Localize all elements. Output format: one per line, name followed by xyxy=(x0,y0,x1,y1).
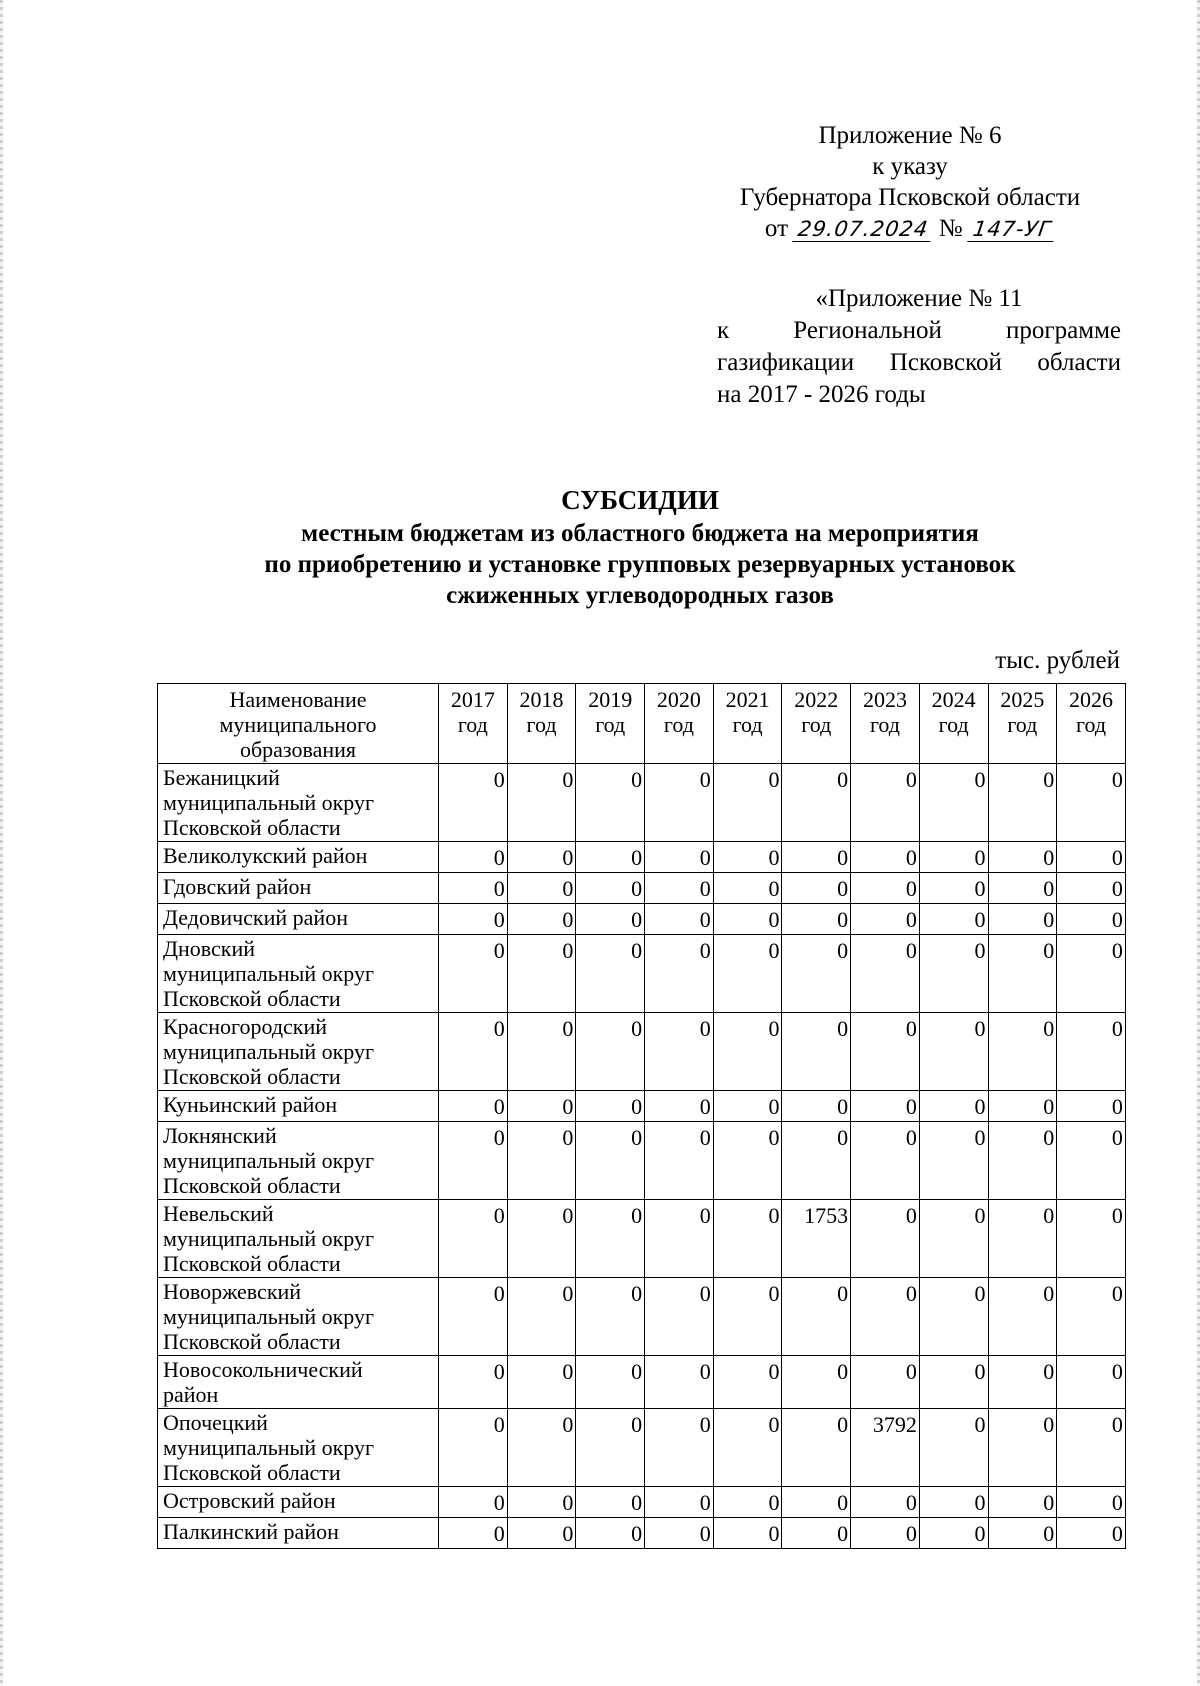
appendix-6-to-decree: к указу xyxy=(872,153,948,180)
municipality-name-line: Дедовичский район xyxy=(163,905,348,930)
scan-edge-left xyxy=(0,0,3,1686)
subsidy-value-cell: 0 xyxy=(439,904,508,935)
subsidy-value-cell: 0 xyxy=(988,1278,1057,1356)
subsidy-value-cell: 0 xyxy=(988,1013,1057,1091)
subsidy-value-cell: 0 xyxy=(782,873,851,904)
year-word: год xyxy=(457,712,488,737)
subsidy-value-cell: 0 xyxy=(782,1487,851,1518)
appendix-11-gasification: газификации Псковской области xyxy=(717,349,1121,376)
subsidy-value-cell: 0 xyxy=(851,935,920,1013)
municipality-name-line: Новосокольнический xyxy=(163,1357,363,1382)
table-row xyxy=(158,1200,1126,1278)
subsidy-value-cell: 0 xyxy=(919,1278,988,1356)
year-value: 2018 xyxy=(519,687,564,712)
subsidy-value-cell: 0 xyxy=(851,1122,920,1200)
municipality-header-line: Наименование xyxy=(229,687,367,712)
municipality-name-cell xyxy=(158,873,439,904)
subsidy-value-cell: 0 xyxy=(576,1278,645,1356)
municipality-name-line: муниципальный округ xyxy=(163,1148,375,1173)
table-row xyxy=(158,1409,1126,1487)
table-row xyxy=(158,1122,1126,1200)
subsidy-value-cell: 0 xyxy=(645,1409,714,1487)
year-column-header xyxy=(576,684,645,764)
subsidy-value-cell: 0 xyxy=(507,1518,576,1549)
subsidy-value-cell: 0 xyxy=(1057,1013,1126,1091)
municipality-name-line: Красногородский xyxy=(163,1014,328,1039)
subsidy-value-cell: 0 xyxy=(782,1409,851,1487)
subsidy-value-cell: 0 xyxy=(1057,1200,1126,1278)
subsidy-value-cell: 0 xyxy=(1057,904,1126,935)
appendix-6-governor: Губернатора Псковской области xyxy=(739,184,1081,211)
subsidy-value-cell: 0 xyxy=(1057,873,1126,904)
year-word: год xyxy=(1007,712,1038,737)
title-subtitle-1: местным бюджетам из областного бюджета на мероприятия xyxy=(301,520,979,547)
municipality-name-cell xyxy=(158,1122,439,1200)
subsidy-value-cell: 0 xyxy=(919,1518,988,1549)
municipality-name-line: Псковской области xyxy=(163,986,341,1011)
table-row xyxy=(158,935,1126,1013)
subsidy-value-cell: 0 xyxy=(782,1122,851,1200)
subsidy-value-cell: 0 xyxy=(988,1200,1057,1278)
year-column-header xyxy=(713,684,782,764)
subsidy-value-cell: 0 xyxy=(645,764,714,842)
subsidy-value-cell: 0 xyxy=(576,1013,645,1091)
subsidy-value-cell: 0 xyxy=(713,764,782,842)
subsidy-value-cell: 0 xyxy=(782,1091,851,1122)
subsidy-value-cell: 0 xyxy=(1057,935,1126,1013)
subsidy-value-cell: 0 xyxy=(851,1356,920,1409)
subsidy-value-cell: 0 xyxy=(782,842,851,873)
municipality-name-line: Опочецкий xyxy=(163,1410,268,1435)
table-row xyxy=(158,1518,1126,1549)
year-word: год xyxy=(938,712,969,737)
subsidy-value-cell: 0 xyxy=(713,1091,782,1122)
municipality-name-line: Псковской области xyxy=(163,1460,341,1485)
subsidy-value-cell: 0 xyxy=(919,1122,988,1200)
table-row xyxy=(158,1013,1126,1091)
subsidy-value-cell: 0 xyxy=(1057,1487,1126,1518)
units-label: тыс. рублей xyxy=(995,647,1120,674)
municipality-name-cell xyxy=(158,1518,439,1549)
subsidy-value-cell: 0 xyxy=(507,764,576,842)
year-column-header xyxy=(919,684,988,764)
table-row xyxy=(158,1091,1126,1122)
municipality-header-line: муниципального xyxy=(219,712,377,737)
subsidy-value-cell: 0 xyxy=(1057,1409,1126,1487)
appendix-11-header xyxy=(717,283,1121,411)
table-header-row xyxy=(158,684,1126,764)
subsidy-value-cell: 0 xyxy=(919,935,988,1013)
subsidy-value-cell: 0 xyxy=(576,764,645,842)
subsidy-value-cell: 0 xyxy=(645,904,714,935)
municipality-name-line: Псковской области xyxy=(163,1064,341,1089)
municipality-name-cell xyxy=(158,1409,439,1487)
municipality-name-cell xyxy=(158,1013,439,1091)
subsidy-value-cell: 0 xyxy=(645,1518,714,1549)
subsidy-value-cell: 0 xyxy=(645,1013,714,1091)
subsidy-value-cell: 0 xyxy=(439,873,508,904)
subsidy-value-cell: 0 xyxy=(919,904,988,935)
municipality-name-line: район xyxy=(163,1382,219,1407)
year-word: год xyxy=(869,712,900,737)
municipality-name-cell xyxy=(158,1356,439,1409)
subsidy-value-cell: 0 xyxy=(919,1200,988,1278)
subsidy-value-cell: 0 xyxy=(782,764,851,842)
subsidy-value-cell: 0 xyxy=(507,904,576,935)
municipality-name-line: муниципальный округ xyxy=(163,1039,375,1064)
year-column-header xyxy=(439,684,508,764)
title-subtitle-2: по приобретению и установке групповых резервуарных установок xyxy=(264,551,1016,578)
subsidy-value-cell: 0 xyxy=(851,873,920,904)
year-word: год xyxy=(801,712,832,737)
subsidy-value-cell: 0 xyxy=(439,1487,508,1518)
subsidy-value-cell: 0 xyxy=(507,1122,576,1200)
subsidy-value-cell: 0 xyxy=(507,1487,576,1518)
subsidy-value-cell: 0 xyxy=(576,1200,645,1278)
subsidy-value-cell: 0 xyxy=(988,1122,1057,1200)
subsidy-value-cell: 0 xyxy=(576,1122,645,1200)
subsidy-value-cell: 0 xyxy=(439,1013,508,1091)
subsidy-value-cell: 0 xyxy=(576,935,645,1013)
subsidy-value-cell: 0 xyxy=(713,1278,782,1356)
year-column-header xyxy=(851,684,920,764)
subsidy-value-cell: 0 xyxy=(576,1518,645,1549)
subsidy-value-cell: 0 xyxy=(1057,842,1126,873)
year-word: год xyxy=(526,712,557,737)
table-row xyxy=(158,764,1126,842)
subsidy-value-cell: 0 xyxy=(919,873,988,904)
subsidy-value-cell: 0 xyxy=(439,764,508,842)
subsidy-value-cell: 0 xyxy=(507,1409,576,1487)
subsidy-value-cell: 0 xyxy=(1057,1518,1126,1549)
subsidy-value-cell: 0 xyxy=(645,1487,714,1518)
year-word: год xyxy=(732,712,763,737)
number-label: № xyxy=(938,215,963,242)
document-title xyxy=(150,482,1130,611)
table-row xyxy=(158,904,1126,935)
subsidy-value-cell: 0 xyxy=(988,873,1057,904)
municipality-name-cell xyxy=(158,1200,439,1278)
subsidy-value-cell: 0 xyxy=(576,1091,645,1122)
table-row xyxy=(158,1356,1126,1409)
subsidy-value-cell: 0 xyxy=(645,1091,714,1122)
subsidy-value-cell: 0 xyxy=(645,1122,714,1200)
year-word: год xyxy=(595,712,626,737)
title-main: СУБСИДИИ xyxy=(561,485,719,515)
municipality-name-line: муниципальный округ xyxy=(163,1435,375,1460)
subsidy-value-cell: 0 xyxy=(988,1409,1057,1487)
subsidy-value-cell: 0 xyxy=(919,1091,988,1122)
municipality-name-line: Псковской области xyxy=(163,815,341,840)
municipality-name-line: муниципальный округ xyxy=(163,1304,375,1329)
year-value: 2025 xyxy=(1000,687,1045,712)
subsidy-value-cell: 0 xyxy=(645,1356,714,1409)
subsidy-value-cell: 0 xyxy=(988,764,1057,842)
subsidy-value-cell: 0 xyxy=(782,1356,851,1409)
municipality-name-line: Палкинский район xyxy=(163,1519,339,1544)
subsidy-value-cell: 0 xyxy=(439,1356,508,1409)
subsidy-value-cell: 0 xyxy=(507,1200,576,1278)
municipality-name-cell xyxy=(158,1487,439,1518)
subsidy-value-cell: 0 xyxy=(851,764,920,842)
subsidy-value-cell: 0 xyxy=(439,1278,508,1356)
year-column-header xyxy=(1057,684,1126,764)
year-column-header xyxy=(782,684,851,764)
subsidy-value-cell: 0 xyxy=(645,842,714,873)
subsidy-value-cell: 0 xyxy=(851,1013,920,1091)
subsidy-value-cell: 0 xyxy=(439,1091,508,1122)
subsidy-value-cell: 0 xyxy=(576,842,645,873)
appendix-6-title: Приложение № 6 xyxy=(818,122,1002,149)
subsidy-value-cell: 0 xyxy=(988,842,1057,873)
municipality-name-line: Островский район xyxy=(163,1488,336,1513)
municipality-name-line: муниципальный округ xyxy=(163,1226,375,1251)
subsidy-value-cell: 0 xyxy=(782,935,851,1013)
subsidy-value-cell: 0 xyxy=(988,1518,1057,1549)
municipality-name-line: Псковской области xyxy=(163,1173,341,1198)
subsidy-value-cell: 0 xyxy=(1057,1122,1126,1200)
subsidy-value-cell: 0 xyxy=(439,842,508,873)
subsidy-value-cell: 0 xyxy=(576,1356,645,1409)
subsidy-value-cell: 0 xyxy=(713,1013,782,1091)
municipality-name-line: Псковской области xyxy=(163,1329,341,1354)
table-row xyxy=(158,1487,1126,1518)
municipality-name-line: Гдовский район xyxy=(163,874,312,899)
year-value: 2023 xyxy=(862,687,907,712)
subsidy-value-cell: 0 xyxy=(439,1518,508,1549)
year-column-header xyxy=(988,684,1057,764)
subsidy-value-cell: 0 xyxy=(851,1091,920,1122)
subsidy-value-cell: 0 xyxy=(713,1518,782,1549)
subsidy-value-cell: 0 xyxy=(439,1409,508,1487)
subsidy-value-cell: 0 xyxy=(713,904,782,935)
subsidy-value-cell: 0 xyxy=(713,1122,782,1200)
subsidy-value-cell: 0 xyxy=(919,1356,988,1409)
subsidy-value-cell: 0 xyxy=(645,873,714,904)
subsidy-value-cell: 0 xyxy=(919,1487,988,1518)
municipality-name-cell xyxy=(158,904,439,935)
year-column-header xyxy=(645,684,714,764)
subsidy-value-cell: 0 xyxy=(713,935,782,1013)
subsidy-value-cell: 0 xyxy=(576,1487,645,1518)
table-row xyxy=(158,873,1126,904)
subsidy-value-cell: 0 xyxy=(988,1487,1057,1518)
municipality-name-cell xyxy=(158,764,439,842)
municipality-name-line: Бежаницкий xyxy=(163,765,280,790)
municipality-name-line: Невельский xyxy=(163,1201,274,1226)
subsidy-value-cell: 0 xyxy=(1057,764,1126,842)
year-value: 2021 xyxy=(725,687,770,712)
subsidy-value-cell: 0 xyxy=(919,1409,988,1487)
year-value: 2026 xyxy=(1069,687,1114,712)
municipality-name-line: Локнянский xyxy=(163,1123,277,1148)
subsidy-value-cell: 0 xyxy=(782,1013,851,1091)
decree-date-number-row xyxy=(700,213,1120,244)
subsidy-value-cell: 0 xyxy=(713,1200,782,1278)
subsidy-value-cell: 3792 xyxy=(851,1409,920,1487)
appendix-11-title: «Приложение № 11 xyxy=(815,285,1023,312)
year-value: 2019 xyxy=(588,687,633,712)
subsidy-value-cell: 0 xyxy=(439,1122,508,1200)
table-row xyxy=(158,842,1126,873)
subsidy-value-cell: 0 xyxy=(507,1278,576,1356)
subsidy-value-cell: 1753 xyxy=(782,1200,851,1278)
subsidy-value-cell: 0 xyxy=(645,1278,714,1356)
subsidy-value-cell: 0 xyxy=(851,1278,920,1356)
subsidy-value-cell: 0 xyxy=(988,1091,1057,1122)
subsidy-value-cell: 0 xyxy=(713,873,782,904)
subsidy-value-cell: 0 xyxy=(782,1278,851,1356)
subsidy-value-cell: 0 xyxy=(919,1013,988,1091)
handwritten-date: 29.07.2024 xyxy=(793,217,935,242)
subsidy-value-cell: 0 xyxy=(919,842,988,873)
subsidy-value-cell: 0 xyxy=(439,935,508,1013)
year-word: год xyxy=(663,712,694,737)
subsidy-value-cell: 0 xyxy=(851,904,920,935)
subsidy-value-cell: 0 xyxy=(782,1518,851,1549)
year-word: год xyxy=(1076,712,1107,737)
subsidy-value-cell: 0 xyxy=(919,764,988,842)
subsidy-value-cell: 0 xyxy=(851,1487,920,1518)
year-value: 2024 xyxy=(931,687,976,712)
subsidy-value-cell: 0 xyxy=(507,1013,576,1091)
subsidy-value-cell: 0 xyxy=(851,1200,920,1278)
subsidy-value-cell: 0 xyxy=(782,904,851,935)
subsidy-value-cell: 0 xyxy=(507,873,576,904)
municipality-name-line: Великолукский район xyxy=(163,843,368,868)
subsidy-value-cell: 0 xyxy=(576,904,645,935)
year-value: 2017 xyxy=(450,687,495,712)
subsidy-value-cell: 0 xyxy=(713,1356,782,1409)
subsidy-value-cell: 0 xyxy=(988,1356,1057,1409)
appendix-11-program: к Региональной программе xyxy=(717,317,1121,344)
year-value: 2022 xyxy=(794,687,839,712)
municipality-name-cell xyxy=(158,842,439,873)
subsidy-value-cell: 0 xyxy=(576,1409,645,1487)
municipality-name-line: Дновский xyxy=(163,936,256,961)
year-column-header xyxy=(507,684,576,764)
subsidy-value-cell: 0 xyxy=(713,1487,782,1518)
municipality-name-line: Псковской области xyxy=(163,1251,341,1276)
subsidies-table xyxy=(157,683,1126,1549)
subsidy-value-cell: 0 xyxy=(507,1091,576,1122)
appendix-11-years: на 2017 - 2026 годы xyxy=(717,381,926,408)
subsidy-value-cell: 0 xyxy=(507,1356,576,1409)
municipality-column-header xyxy=(158,684,439,764)
subsidy-value-cell: 0 xyxy=(507,842,576,873)
municipality-name-line: муниципальный округ xyxy=(163,961,375,986)
title-subtitle-3: сжиженных углеводородных газов xyxy=(446,582,834,609)
subsidy-value-cell: 0 xyxy=(988,935,1057,1013)
year-value: 2020 xyxy=(656,687,701,712)
subsidy-value-cell: 0 xyxy=(988,904,1057,935)
subsidy-value-cell: 0 xyxy=(439,1200,508,1278)
municipality-name-line: Новоржевский xyxy=(163,1279,302,1304)
municipality-name-line: Куньинский район xyxy=(163,1092,338,1117)
municipality-name-cell xyxy=(158,935,439,1013)
handwritten-number: 147-УГ xyxy=(967,217,1057,242)
subsidy-value-cell: 0 xyxy=(1057,1278,1126,1356)
subsidy-value-cell: 0 xyxy=(576,873,645,904)
municipality-name-cell xyxy=(158,1091,439,1122)
subsidy-value-cell: 0 xyxy=(851,1518,920,1549)
municipality-name-line: муниципальный округ xyxy=(163,790,375,815)
subsidy-value-cell: 0 xyxy=(1057,1091,1126,1122)
municipality-header-line: образования xyxy=(239,737,357,762)
table-row xyxy=(158,1278,1126,1356)
appendix-6-header xyxy=(700,120,1120,244)
from-label: от xyxy=(764,215,789,242)
subsidy-value-cell: 0 xyxy=(645,1200,714,1278)
municipality-name-cell xyxy=(158,1278,439,1356)
subsidy-value-cell: 0 xyxy=(1057,1356,1126,1409)
subsidy-value-cell: 0 xyxy=(851,842,920,873)
subsidy-value-cell: 0 xyxy=(645,935,714,1013)
subsidy-value-cell: 0 xyxy=(713,842,782,873)
subsidy-value-cell: 0 xyxy=(507,935,576,1013)
subsidy-value-cell: 0 xyxy=(713,1409,782,1487)
